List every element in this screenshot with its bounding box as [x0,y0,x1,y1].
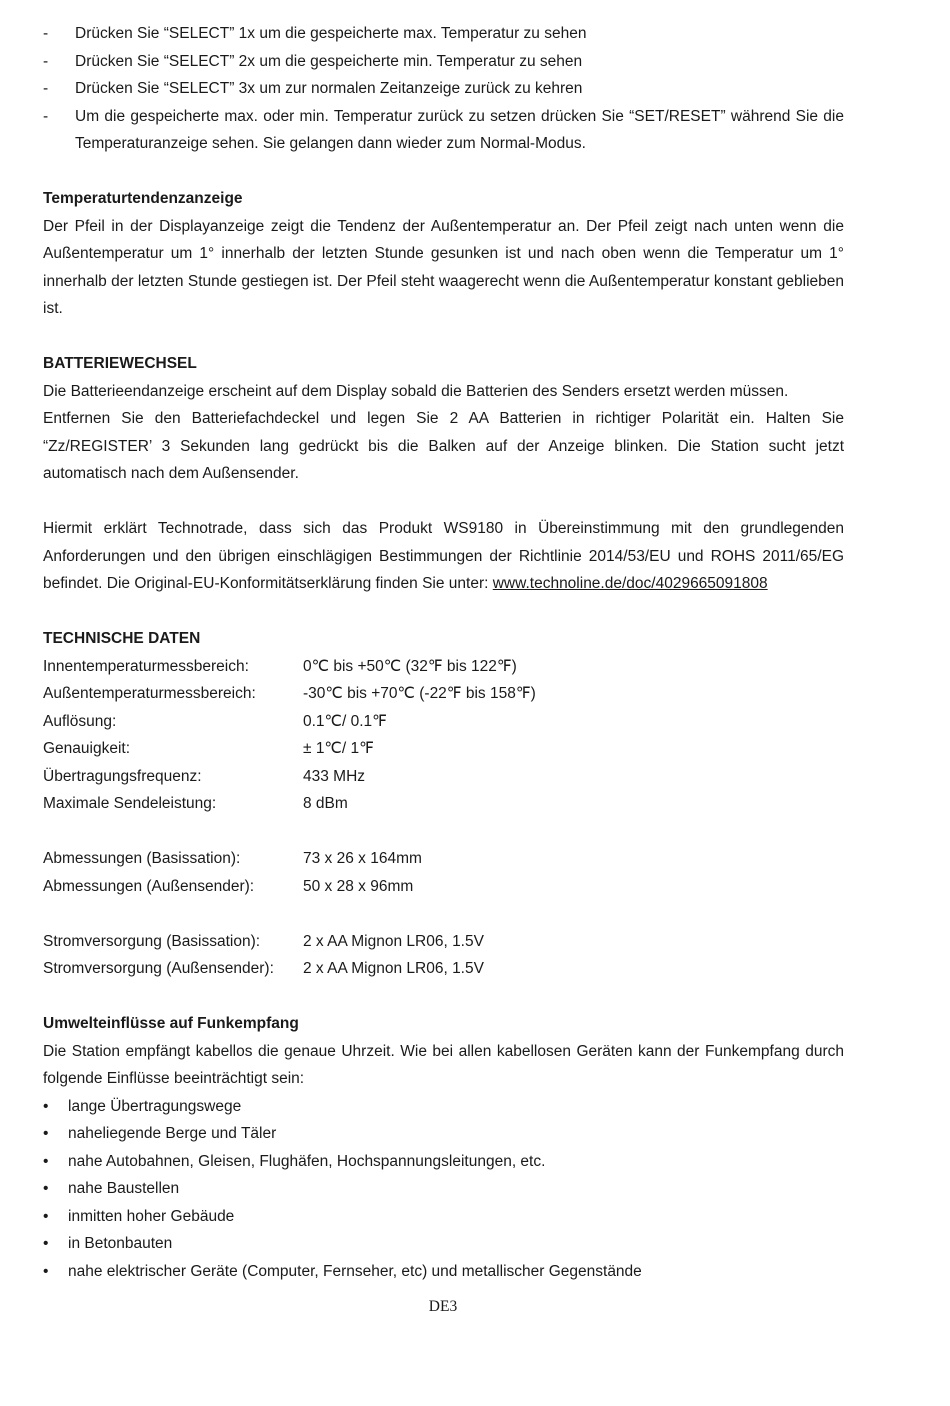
list-item-text: lange Übertragungswege [68,1097,242,1115]
list-item [43,1203,844,1231]
spec-row [43,845,844,873]
spec-label: Abmessungen (Außensender): [43,877,255,895]
spec-row [43,955,844,983]
spec-row [43,873,844,901]
spec-value: 0.1℃/ 0.1℉ [303,712,387,730]
list-item-text: Um die gespeicherte max. oder min. Temperatur zurück zu setzen drücken Sie “SET/RESET” während Sie die Temperaturanzeige sehen. Sie gelangen dann wieder zum Normal-Modus. [75,107,844,152]
list-item-text: naheliegende Berge und Täler [68,1125,277,1142]
spec-label: Stromversorgung (Basissation): [43,932,261,950]
list-item-text: Drücken Sie “SELECT” 2x um die gespeicherte min. Temperatur zu sehen [75,52,583,70]
declaration-text: Hiermit erklärt Technotrade, dass sich das Produkt WS9180 in Übereinstimmung mit den grundlegenden Anforderungen und den übrigen einschlägigen Bestimmungen der Richtlinie 2014/53/EU und ROHS 2011/65/EG befindet. Die Original-EU-Konformitätserklärung finden Sie unter: [43,520,844,592]
spec-label: Innentemperaturmessbereich: [43,657,249,675]
list-item-text: inmitten hoher Gebäude [68,1207,235,1225]
spec-label: Abmessungen (Basissation): [43,850,241,867]
spec-row [43,680,844,708]
spec-row [43,708,844,736]
spec-label: Maximale Sendeleistung: [43,795,217,812]
trend-paragraph: Der Pfeil in der Displayanzeige zeigt die Tendenz der Außentemperatur an. Der Pfeil zeigt nach unten wenn die Außentemperatur um 1° innerhalb der letzten Stunde gesunken ist und nach oben wenn die Temperatur um 1° innerhalb der letzten Stunde gestiegen ist. Der Pfeil steht waagerecht wenn die Außentemperatur konstant geblieben ist. [43,217,844,317]
declaration-link[interactable]: www.technoline.de/doc/4029665091808 [492,575,768,592]
list-item [43,1258,844,1286]
spec-value: 2 x AA Mignon LR06, 1.5V [303,932,484,950]
list-item [43,20,844,48]
spec-row [43,653,844,681]
battery-paragraph-1: Die Batterieendanzeige erscheint auf dem Display sobald die Batterien des Senders ersetzt werden müssen. [43,382,789,400]
spec-value: 433 MHz [303,767,366,785]
page-number: DE3 [428,1298,458,1315]
dash-marker: - [43,52,49,70]
list-item [43,48,844,76]
spec-value: 2 x AA Mignon LR06, 1.5V [303,960,484,977]
spec-row [43,790,844,818]
declaration-paragraph [43,515,844,598]
tech-specs-group-2 [43,845,844,900]
spec-value: ± 1℃/ 1℉ [303,740,374,757]
list-item [43,75,844,103]
bullet-marker: • [43,1125,49,1142]
environment-heading: Umwelteinflüsse auf Funkempfang [43,1015,299,1032]
spec-label: Übertragungsfrequenz: [43,767,202,785]
spec-value: 50 x 28 x 96mm [303,877,414,895]
environment-paragraph: Die Station empfängt kabellos die genaue Uhrzeit. Wie bei allen kabellosen Geräten kann der Funkempfang durch folgende Einflüsse beeinträchtigt sein: [43,1042,844,1087]
bullet-marker: • [43,1180,49,1197]
spec-row [43,928,844,956]
list-item [43,1148,844,1176]
list-item-text: Drücken Sie “SELECT” 1x um die gespeicherte max. Temperatur zu sehen [75,25,587,42]
spec-value: -30℃ bis +70℃ (-22℉ bis 158℉) [303,685,536,702]
bullet-marker: • [43,1235,49,1252]
select-instructions-list [43,20,844,158]
bullet-marker: • [43,1152,49,1170]
bullet-marker: • [43,1207,49,1225]
list-item [43,103,844,158]
trend-heading: Temperaturtendenzanzeige [43,190,243,207]
list-item [43,1230,844,1258]
spec-value: 8 dBm [303,795,348,812]
tech-heading: TECHNISCHE DATEN [43,630,201,647]
spec-label: Genauigkeit: [43,740,131,757]
environment-list [43,1093,844,1286]
spec-label: Auflösung: [43,712,117,730]
spec-value: 73 x 26 x 164mm [303,850,422,867]
spec-label: Außentemperaturmessbereich: [43,685,256,702]
spec-value: 0℃ bis +50℃ (32℉ bis 122℉) [303,657,517,675]
tech-specs-group-1 [43,653,844,818]
list-item [43,1093,844,1121]
list-item-text: nahe elektrischer Geräte (Computer, Fernseher, etc) und metallischer Gegenstände [68,1262,642,1280]
spec-label: Stromversorgung (Außensender): [43,960,274,977]
dash-marker: - [43,25,49,42]
list-item-text: nahe Baustellen [68,1180,180,1197]
list-item [43,1120,844,1148]
list-item-text: nahe Autobahnen, Gleisen, Flughäfen, Hochspannungsleitungen, etc. [68,1152,546,1170]
bullet-marker: • [43,1097,49,1115]
battery-paragraph-2: Entfernen Sie den Batteriefachdeckel und legen Sie 2 AA Batterien in richtiger Polarität ein. Halten Sie “Zz/REGISTER’ 3 Sekunden lang gedrückt bis die Balken auf der Anzeige blinken. Die Station sucht jetzt automatisch nach dem Außensender. [43,410,844,482]
dash-marker: - [43,107,49,125]
spec-row [43,735,844,763]
battery-heading: BATTERIEWECHSEL [43,355,197,372]
dash-marker: - [43,80,49,97]
list-item-text: in Betonbauten [68,1235,173,1252]
list-item-text: Drücken Sie “SELECT” 3x um zur normalen Zeitanzeige zurück zu kehren [75,80,583,97]
bullet-marker: • [43,1262,49,1280]
spec-row [43,763,844,791]
list-item [43,1175,844,1203]
tech-specs-group-3 [43,928,844,983]
document-page [43,20,844,1285]
